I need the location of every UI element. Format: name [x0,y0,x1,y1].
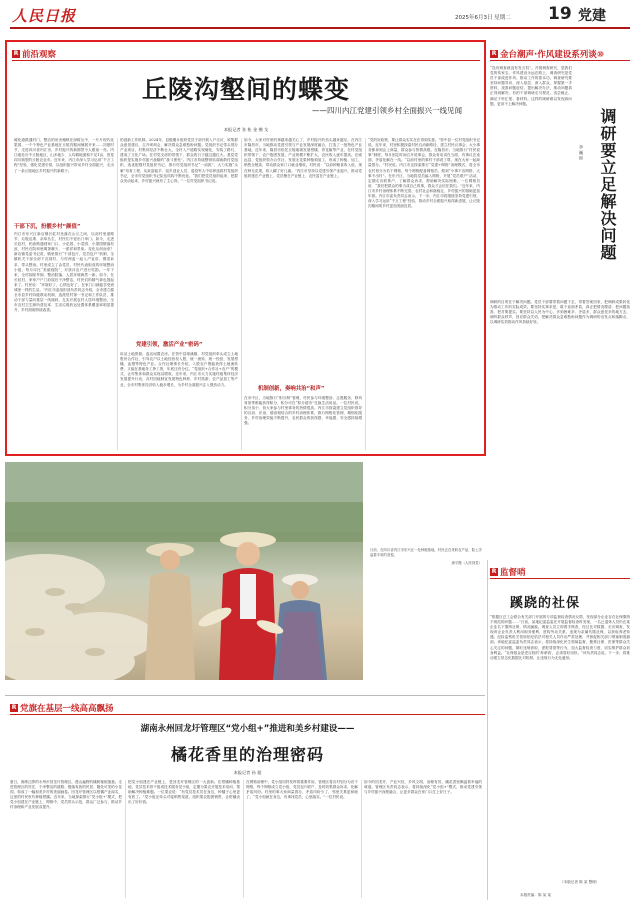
side1-rule [490,60,630,61]
main-section-rule [12,60,480,61]
side2-rule [490,578,630,579]
bottom-kicker: 湖南永州回龙圩管理区“党小组+”推进和美乡村建设—— [140,724,355,734]
section-r-icon: R [13,50,19,57]
footer-editor: 本版责编：陈 某 某 [520,893,552,897]
photo-caption-text: 日前，在四川省内江市东兴区一处种植基地，村民正在采收农产品，脸上洋溢着丰收的喜悦。 [370,548,482,557]
photo-scene [5,462,363,680]
masthead-logo: 人民日报 [12,7,77,25]
bottom-section-text: 党旗在基层一线高高飘扬 [20,704,114,714]
bottom-col-4: 如今的回龙圩，产业兴旺、乡风文明、治理有效，橘花香里飘溢着幸福的味道。管理区负责同志表示，将持续深化“党小组+”模式，推动党建引领与乡村振兴深度融合，让更多群众在家门口过上好日子。 [364,780,482,795]
page-number: 19 [548,4,572,24]
main-section-text: 前沿观察 [22,50,57,60]
main-col-1: 内江市东兴区新店镇长虹村坐落在山丘之间，以前村里道路窄、垃圾乱堆、杂草丛生，村民们不爱出门串门。如今，走进长虹村，柏油路通到家门口，小花园、小菜园、小果园错落有致，村民在院坝里喝茶聊天，一派祥和景象。变化从何而来？新店镇党委书记说，镇里推行“干部包片、党员包户”机制，全镇机关干部全部下沉到村，与村两委一起入户宣讲、摸清诉求、带头整治。村里成立了由党员、村民代表组成的环境整治小组，每月评比“美丽庭院”，对获评农户进行奖励。一年下来，全村拆除旱厕、整治院落，人居环境焕然一新。如今，在长虹村，家家户户门前屋后干净整洁，村民们的精气神也提起来了。村民说：“环境好了，心情也好了，在家门口就能享受到城里一样的生活。”内江市委组织部负责同志介绍，全市建立健全市县乡村四级联动机制，选派驻村第一书记和工作队员，推动干部力量向基层一线倾斜，扎实开展农村人居环境整治，全市农村卫生厕所普及率、生活垃圾收运处置体系覆盖率明显提升，乡村面貌持续改善。 [14,232,114,313]
bottom-col-1: 夏日，湘粤边界的永州市回龙圩管理区，漫山遍野的橘树郁郁葱葱。走进管理区的村庄，干净整洁的道路、错落有致的民居、随处可见的小花园，构成了一幅和美乡村的美丽画卷。回龙圩管理区以柑橘产业闻名，这里的村民世代种植柑橘。近年来，当地探索推行“党小组+”模式，把党小组建在产业链上、网格中，党员带头示范，群众广泛参与，推动乡村治理和产业发展双提升。 [10,780,122,810]
bottom-col-2: 把党小组建在产业链上，是回龙圩管理区的一大创新。在柑橘种植基地，党员技术骨干组成技术服务党小组，定期为果农开展技术培训，帮助解决种植难题。一位果农说：“有党员技术员在身边，种橘子心里更有底了。”党小组还牵头对接销售渠道，组织果农抱团销售，让柑橘卖出了好价钱。 [128,780,240,805]
main-subhead-2: 党建引领，激活产业“密码” [136,342,203,348]
header-rule [10,27,630,29]
side1-text-1: “没有调查就没有发言权”。开展调查研究，是我们党的传家宝。作风建设永远在路上，调查研究是党员干部改进作风、推动工作的基本功。调查研究要坚持问题导向，深入基层、深入群众，掌握第一手资料，找准问题症结，提出解决办法，推动问题真正得到解决。有的干部调研走马观花、浅尝辄止，满足于听汇报、看材料，这样的调研难以发现真问题，更谈不上解决问题。 [490,66,572,106]
side2-section [490,566,526,578]
main-subhead-1: 干部下沉，扮靓乡村“颜值” [14,224,81,230]
section-r-icon: R [491,50,497,57]
main-subhead-3: 机制创新，奏响共治“和声” [258,386,325,392]
side2-note: （本版记者 陈 某 整理） [560,880,600,884]
photo-credit: 唐平摄（人民视觉） [451,561,482,565]
photo [5,462,363,680]
main-section-label [12,48,56,60]
main-subtitle: ——四川内江党建引领乡村全面振兴一线见闻 [312,106,462,115]
side1-section-label [490,48,604,60]
main-col-3b: 在市中区，当地推行“积分制”管理，村民参与环境整治、志愿服务、移风易俗等都能获得积分，积分可在“积分超市”兑换生活用品。一位村民说，积分虽小，但大家参与村里事务的热情很高。内江市探索建立党组织领导的自治、法治、德治相结合的乡村治理体系，推行网格化管理、精细化服务，乡村治理效能不断提升，农民群众的获得感、幸福感、安全感持续增强。 [244,396,362,426]
main-col-3: 如今，大家对村里的事越来越关心了，乡村振兴的劲头越来越足。在内江市隆昌市，当地推动党建引领与产业发展深度融合，打造了一批特色产业基地。近年来，隆昌市依托丘陵地貌发展柑橘、青花椒等产业，在村党组织带领下，农户抱团发展，产业规模不断扩大，农民收入逐年提高。在威远县，党组织领办合作社，发展无花果种植和加工，形成了种植、加工、销售全链条，带动群众家门口就业增收。村民说：“以前种粮食收入低，现在种无花果，收入翻了好几番。”内江市坚持以党建引领产业振兴，推动党组织建在产业链上、党员聚在产业链上、农民富在产业链上。 [244,138,362,178]
issue-date: 2025年6月3日 星期二 [455,15,511,21]
page-section-name: 党建 [578,8,606,24]
section-r-icon: R [11,704,17,711]
main-intro: 硬化道路通村门、整洁的房舍掩映在绿树丛中，一片片现代化果园、一个个特色产业基地在丘陵沟壑间铺展开来……初夏时节，走进四川省内江市，乡村振兴的新图景令人眼前一亮。内江地处川中丘陵地区，山多地少、人均耕地面积不足1亩，曾是四川典型的丘陵农业市。近年来，内江市深入学习运用“千万工程”经验，强化党建引领，以组织振兴带动乡村全面振兴，走出了一条丘陵地区乡村振兴的新路子。 [14,138,114,173]
main-col-2: 的创新工作机制。2024年，县级累计组织党员干部开展入户走访，收集群众意见建议，召开坝坝会，解决群众急难愁盼问题。党组织书记带头领办产业项目，村集体经济不断壮大，全村入户道路实现硬化，安装了路灯，建成了文化广场。在村党支部的带领下，群众的日子越过越红火。基层党组织是实施乡村振兴战略的“战斗堡垒”。内江市持续整顿软弱涣散村党组织，选优配强村党组织书记，推行村党组织书记“一肩挑”，大力实施“头雁”培育工程，从致富能手、返乡创业人员、退役军人中培养选拔村党组织书记，全市村党组织书记队伍结构不断优化。“我们把党员组织起来、把群众发动起来，乡村振兴就有了主心骨。”一位村党组织书记说。 [120,138,238,183]
bottom-top-rule [5,695,485,696]
side1-title: 调研要立足解决问题 [598,108,617,261]
main-title: 丘陵沟壑间的蝶变 [141,75,350,104]
side2-section-text: 监督哨 [500,568,526,578]
bottom-byline: 本报记者 孙 超 [233,770,262,775]
side1-text-2: 调研的目的在于解决问题。党员干部要带着问题下去，带着答案回来，把调研成果转化为推动工作的实际成效。要坚持实事求是，敢于直面矛盾，真正把情况摸清、把问题找准、把对策提实。要坚持以人民为中心，多到困难多、矛盾多、群众意见多的地方去，倾听群众呼声，回应群众关切，把解决群众急难愁盼问题作为调研的出发点和落脚点，以调研实效推动作风持续好转。 [490,300,630,325]
bottom-col-3: 在网格治理中，党小组同样发挥着重要作用。管理区将各村划分为若干网格，每个网格成立党小组，党员包片联户，及时收集群众诉求，化解矛盾纠纷。村里的事大家商量着办，矛盾纠纷少了，邻里关系更和睦了。“党小组就在身边，有事找党员，心里踏实。”一位村民说。 [246,780,358,800]
side1-section-text: 金台潮声·作风建设系列谈⑩ [500,50,604,60]
photo-caption [370,548,482,566]
main-byline: 本报记者 张 枨 金 拂 戈 [223,127,269,132]
bottom-title: 橘花香里的治理密码 [170,745,324,764]
side2-title: 蹊跷的社保 [510,596,581,611]
bottom-section-label [10,702,114,714]
main-col-2b: 用活土地资源，盘活闲置农房。在资中县球溪镇，村党组织牵头成立土地股份合作社，引导农户以土地经营权入股，统一流转、统一经营，发展柑橘、血橙等特色产业。合作社理事长介绍，入股农户既能获得土地流转费，又能在基地务工挣工资，年底还有分红。“党组织+合作社+农户”的模式，让村集体和群众实现双增收。近年来，内江市大力实施村级集体经济发展提升行动，各村因地制宜发展特色种养、乡村旅游、农产品加工等产业，全市村集体经济收入稳步增长，为乡村全面振兴注入强劲动力。 [120,352,238,387]
section-r-icon: R [491,568,497,575]
main-col-4: “党的好政策，要让群众实实在在得到实惠。”资中县一位村党组织书记说。近年来，村里积极探索村民自治新路径，建立村民议事会，大小事务都拿到会上商量，群众参与热情高涨。在隆昌市，当地推行“村民说事”制度，每月固定时间召开说事会，群众有话讲在当面，有事议在桌面，矛盾化解在一线。“以前村里的事村干部说了算，现在大家一起商量着办。”村民说。内江市还探索推行“党建+网格”治理模式，将全市农村划分为若干网格，每个网格配备网格员，做到“小事不出网格、大事不出村”。在东兴区，当地将党员编入网格，开展“党员联户”活动，定期走访联系户，了解群众诉求，帮助解决实际困难。一位网格员说：“我们把群众的事当成自己的事，群众才会信任我们。”近年来，内江市乡村治理体系不断完善，农村社会和谐稳定，乡村振兴的基础更加牢固。内江市委负责同志表示，下一步，内江市将继续坚持党建引领，深入学习运用“千万工程”经验，推动乡村全面振兴取得新进展，让丘陵沟壑间的乡村更加美丽宜居。 [368,138,480,209]
side1-author: 李 巍 仰 [579,145,584,161]
side2-text: “根据区总工会联合有关部门开展的专项监督检查情况反馈，发现部分企业存在社保缴纳不规范的问题……”日前，某地纪委监委在开展监督检查时发现，一名已退休人员仍在某企业名下缴纳社保，情况蹊跷。调查人员立即着手核查，经过比对数据、走访调查，发现该企业负责人利用职务便利，虚构劳动关系，违规为亲属代缴社保，以获取养老待遇。纪检监察机关依规依纪依法对相关人员作出严肃处理，并督促相关部门堵塞制度漏洞。该地纪委监委负责同志表示，将持续深化民生领域监督，聚焦社保、医保等群众关心关注的问题，紧盯违规套取、虚报冒领等行为，加大监督检查力度，切实维护群众切身利益。“社保基金是老百姓的‘养命钱’，必须管好用好。”该负责同志说。下一步，将推动建立常态化数据比对机制，让违规行为无处遁形。 [490,615,630,660]
bottom-rule [10,714,485,715]
